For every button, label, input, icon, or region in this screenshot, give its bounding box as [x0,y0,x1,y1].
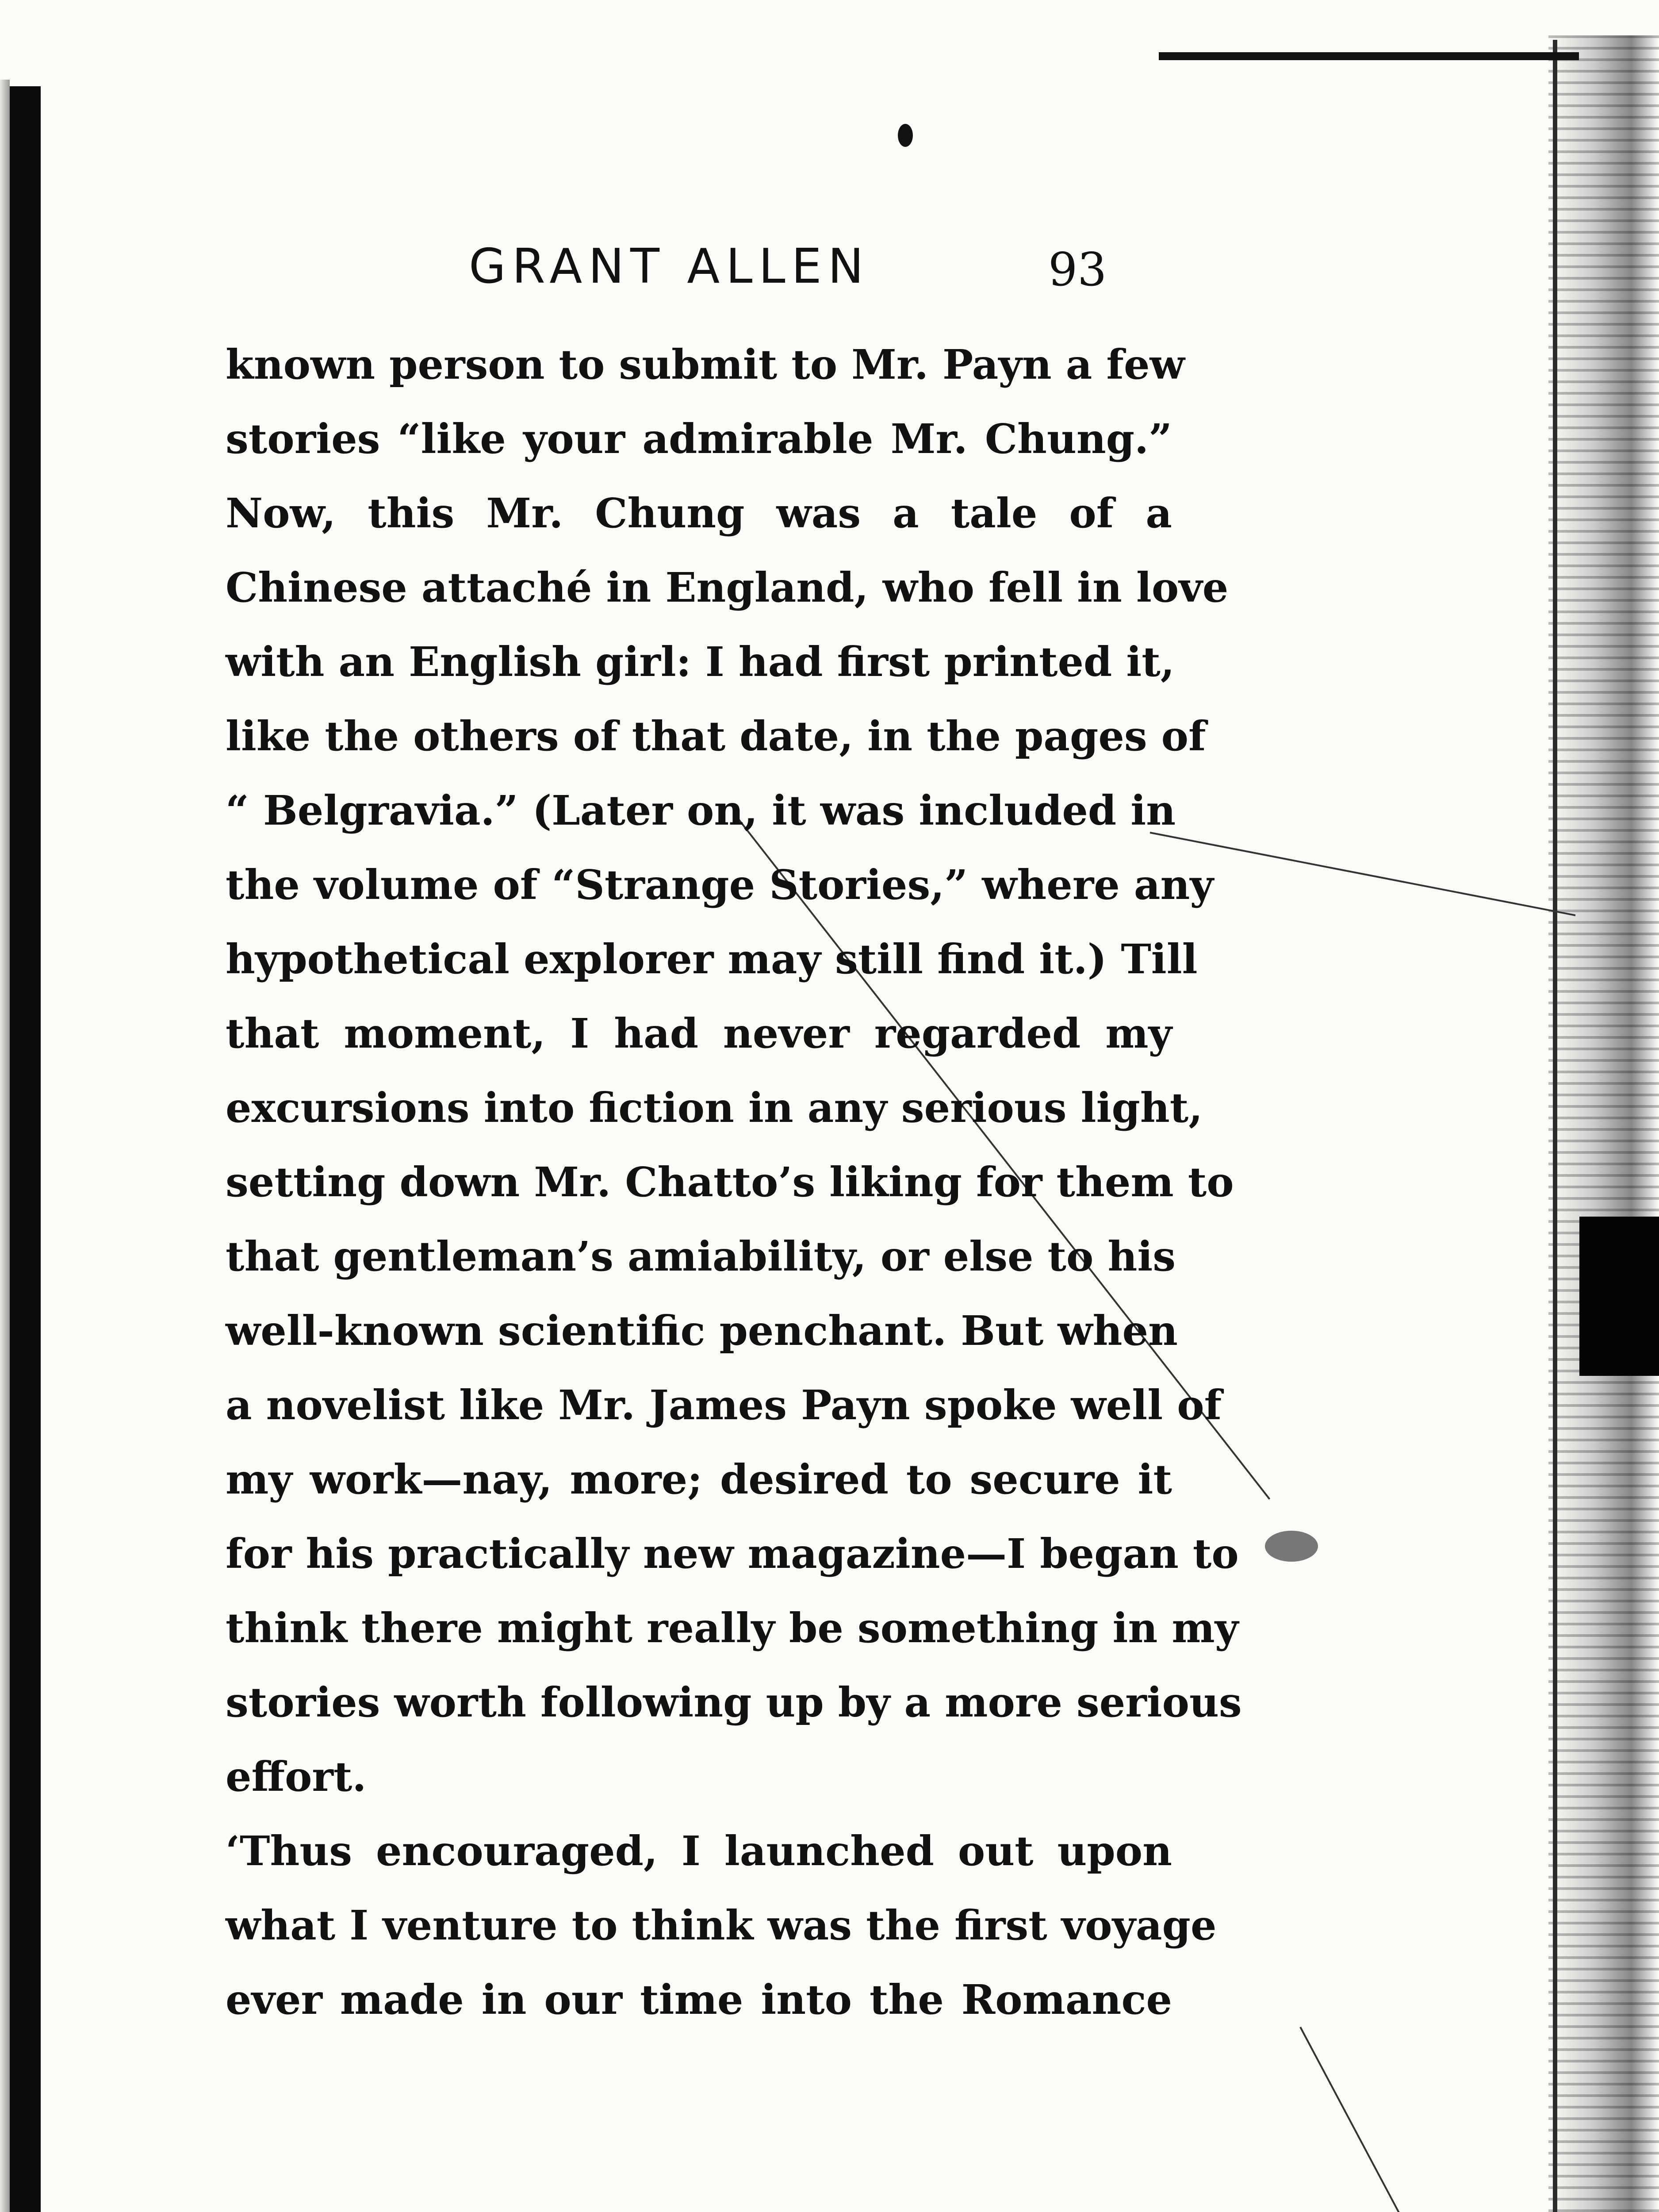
stray-pencil-line-3 [1299,2027,1471,2212]
ink-smudge [1265,1531,1318,1562]
text-line: Now, this Mr. Chung was a tale of a [226,489,1172,537]
text-line: my work—nay, more; desired to secure it [226,1455,1172,1503]
text-line: setting down Mr. Chatto’s liking for them to [226,1158,1234,1206]
text-line: stories “like your admirable Mr. Chung.” [226,415,1172,463]
text-line: the volume of “Strange Stories,” where any [226,861,1214,909]
page-edge-right [1548,35,1659,2212]
top-scan-rule [1159,52,1579,60]
text-line: excursions into fiction in any serious light, [226,1084,1203,1132]
text-line: “ Belgravia.” (Later on, it was included in [226,787,1176,834]
text-line: hypothetical explorer may still find it.) Till [226,935,1198,983]
text-line: what I venture to think was the first voyage [226,1901,1217,1949]
text-line: think there might really be something in my [226,1604,1239,1652]
page-tab-marker [1579,1217,1659,1376]
page-number: 93 [1048,242,1107,296]
text-line: ever made in our time into the Romance [226,1976,1172,2024]
ink-blot [898,124,913,147]
text-line: Chinese attaché in England, who fell in love [226,564,1229,611]
body-text [226,327,1242,2037]
text-line: ‘Thus encouraged, I launched out upon [226,1827,1172,1875]
text-line: that gentleman’s amiability, or else to his [226,1233,1176,1280]
text-line: a novelist like Mr. James Payn spoke well of [226,1381,1222,1429]
text-line-paragraph-end: effort. [226,1753,367,1801]
running-head: GRANT ALLEN [469,239,870,294]
text-line: stories worth following up by a more serious [226,1678,1242,1726]
binding-edge [0,80,10,2212]
stray-pencil-line-2 [1150,832,1576,916]
page-edge-line [1553,40,1557,2212]
text-line: with an English girl: I had first printed it, [226,638,1175,686]
binding-shadow [10,86,41,2212]
text-line: known person to submit to Mr. Payn a few [226,341,1185,388]
text-line: well-known scientific penchant. But when [226,1307,1178,1355]
text-line: for his practically new magazine—I began to [226,1530,1239,1578]
text-line: that moment, I had never regarded my [226,1010,1172,1057]
text-line: like the others of that date, in the pages of [226,712,1206,760]
